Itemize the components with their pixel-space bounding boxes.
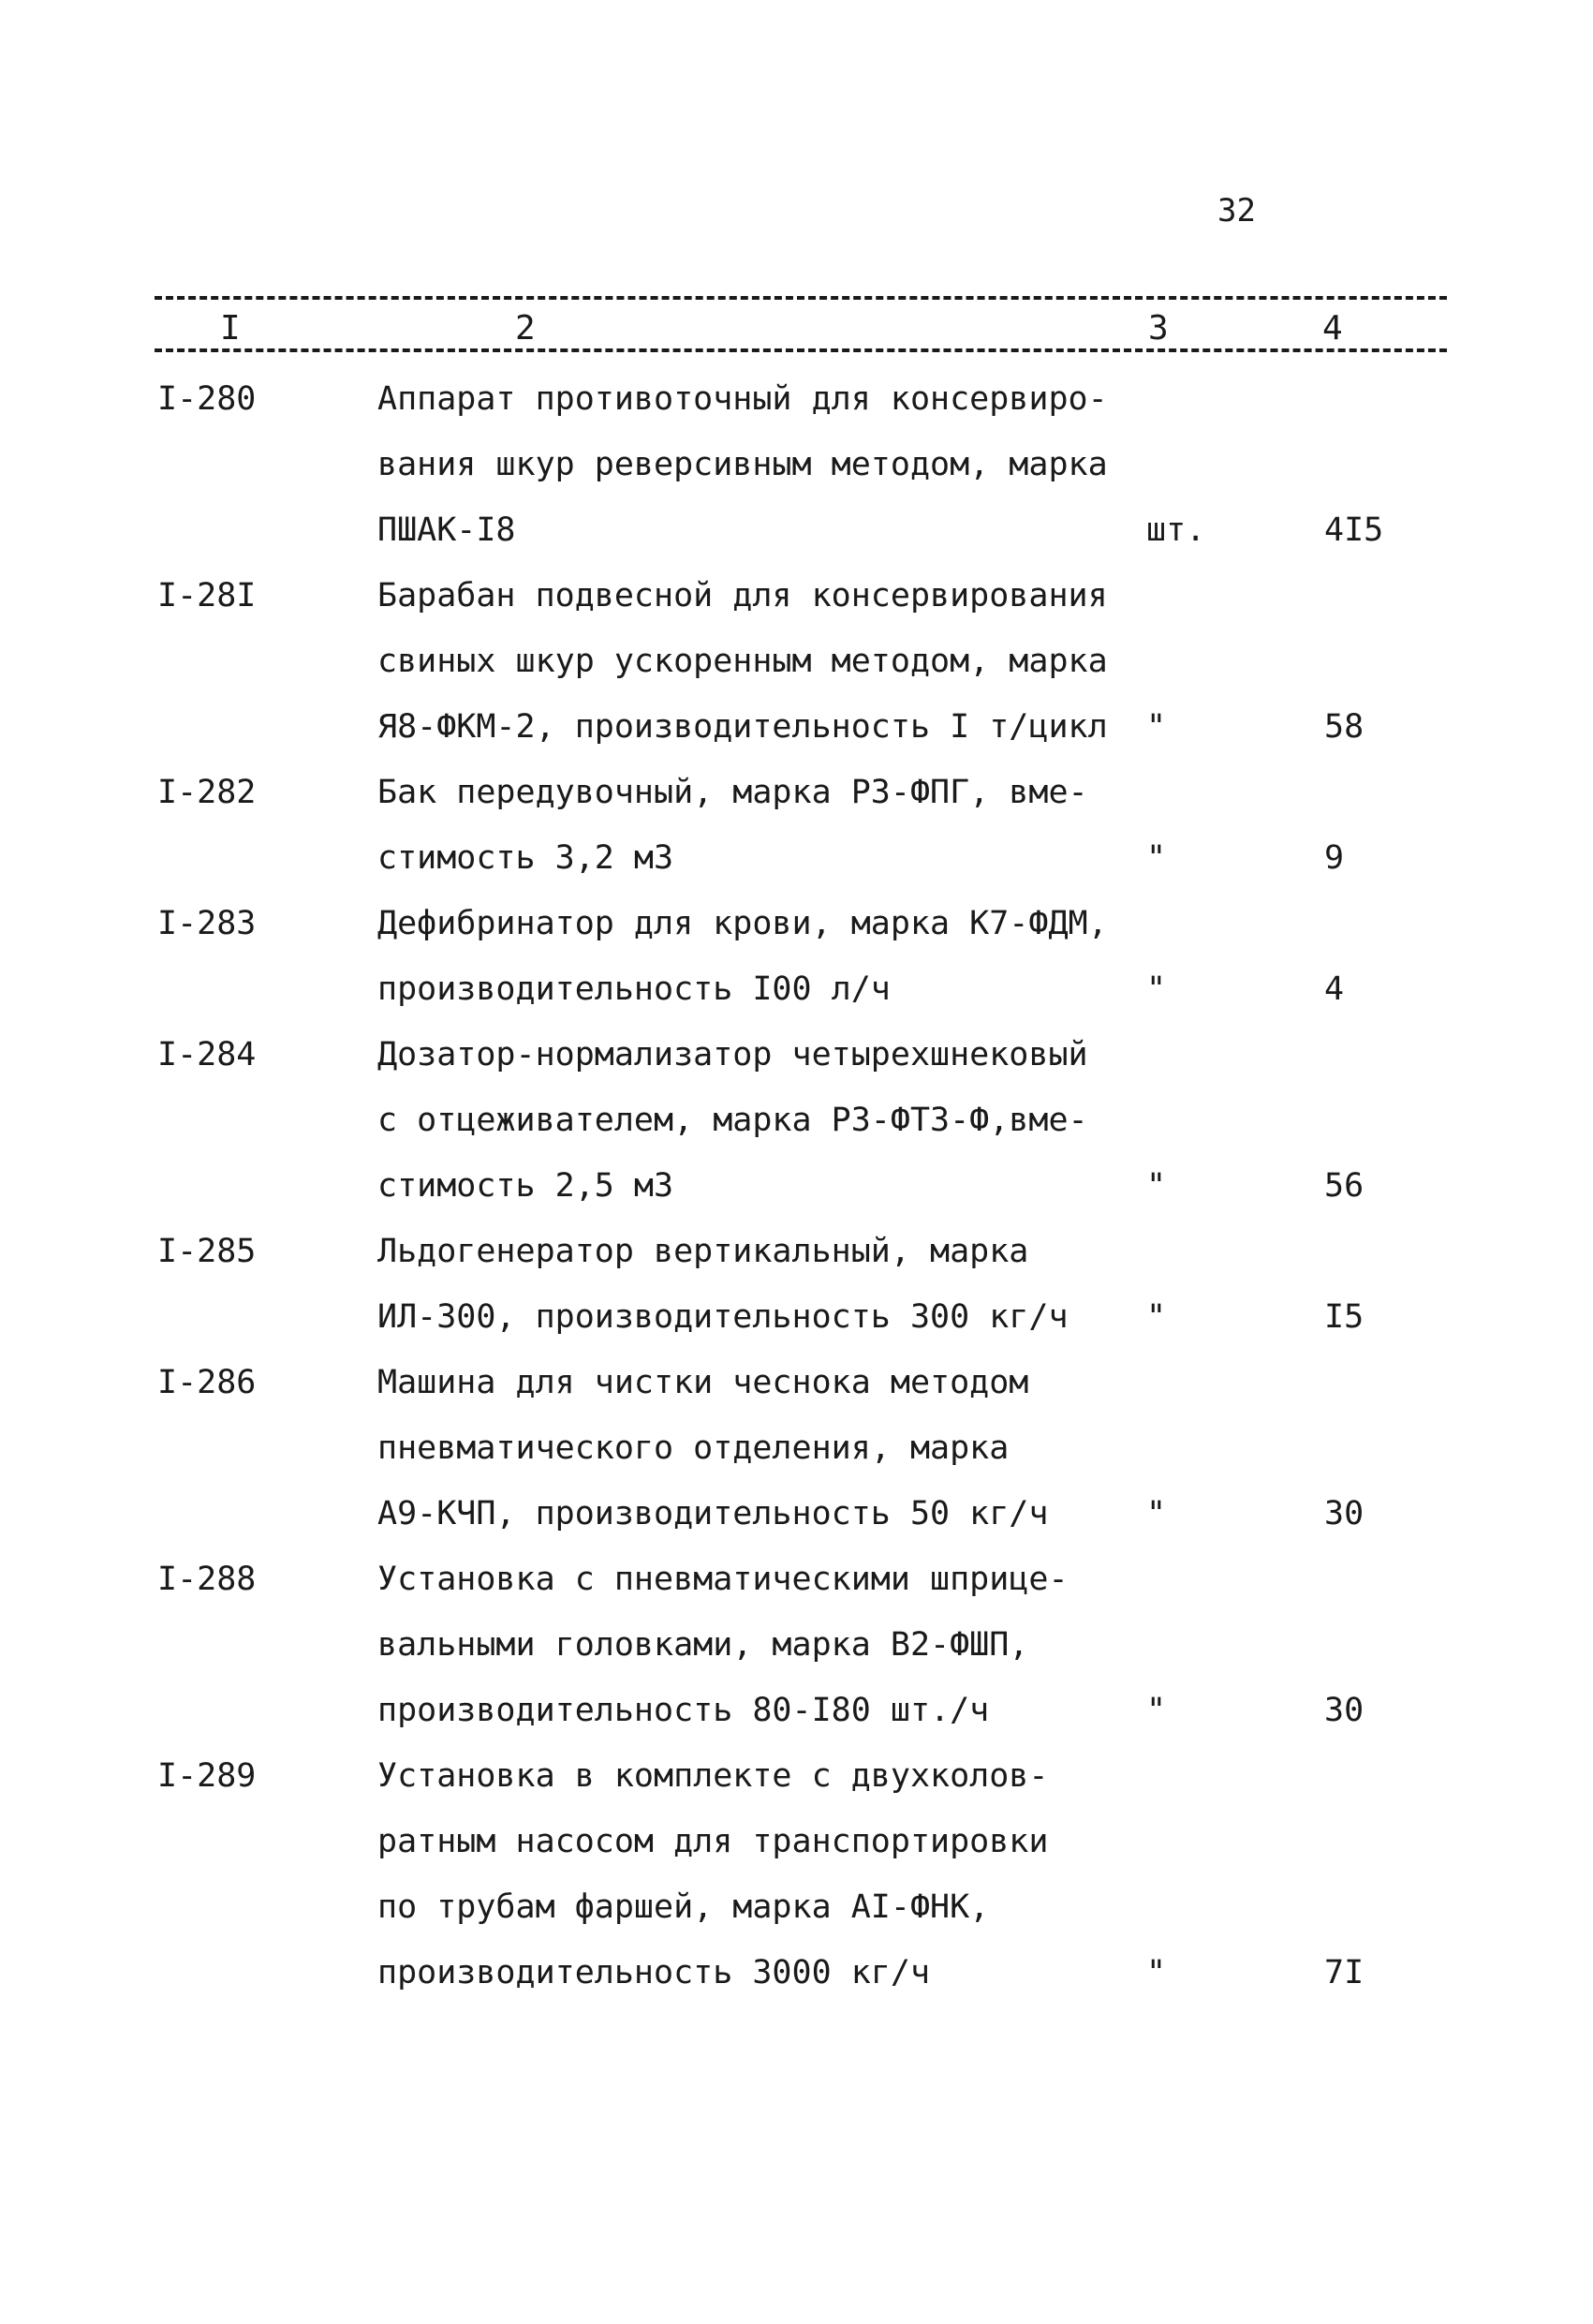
table-header-top-rule (155, 296, 1447, 300)
item-description-line: Я8-ФКМ-2, производительность I т/цикл (377, 708, 1108, 746)
item-quantity: I5 (1324, 1298, 1364, 1336)
table-row (0, 897, 1593, 1029)
col-header-4: 4 (1322, 309, 1343, 348)
item-quantity: 9 (1324, 839, 1345, 877)
item-description-line: Аппарат противоточный для консервиро- (377, 380, 1108, 418)
item-description-line: производительность I00 л/ч (377, 970, 891, 1008)
item-description-line: ПШАК-I8 (377, 511, 516, 549)
item-description-line: стимость 3,2 м3 (377, 839, 674, 877)
item-description-line: стимость 2,5 м3 (377, 1167, 674, 1205)
item-unit: " (1146, 1954, 1167, 1991)
item-description-line: ИЛ-300, производительность 300 кг/ч (377, 1298, 1069, 1336)
item-unit: " (1146, 1495, 1167, 1532)
item-quantity: 4I5 (1324, 511, 1384, 549)
table-row (0, 570, 1593, 766)
equipment-table-body (0, 373, 1593, 2012)
table-row (0, 766, 1593, 897)
table-row (0, 1750, 1593, 2012)
item-unit: " (1146, 1692, 1167, 1729)
item-description-line: Установка в комплекте с двухколов- (377, 1757, 1049, 1795)
table-row (0, 1225, 1593, 1356)
item-quantity: 58 (1324, 708, 1364, 746)
item-quantity: 4 (1324, 970, 1345, 1008)
table-row (0, 373, 1593, 570)
item-description-line: Установка с пневматическими шприце- (377, 1561, 1069, 1598)
col-header-1: I (220, 309, 241, 348)
item-quantity: 30 (1324, 1495, 1364, 1532)
item-description-line: Льдогенератор вертикальный, марка (377, 1233, 1029, 1270)
item-code: I-28I (157, 577, 257, 614)
page-number: 32 (1217, 192, 1256, 229)
item-description-line: вания шкур реверсивным методом, марка (377, 446, 1108, 483)
table-header-bottom-rule (155, 348, 1447, 352)
item-code: I-288 (157, 1561, 257, 1598)
item-code: I-284 (157, 1036, 257, 1073)
item-unit: " (1146, 1298, 1167, 1336)
item-quantity: 7I (1324, 1954, 1364, 1991)
item-description-line: Бак передувочный, марка Р3-ФПГ, вме- (377, 774, 1088, 811)
item-description-line: А9-КЧП, производительность 50 кг/ч (377, 1495, 1049, 1532)
item-description-line: Дозатор-нормализатор четырехшнековый (377, 1036, 1088, 1073)
item-description-line: пневматического отделения, марка (377, 1429, 1010, 1467)
item-description-line: с отцеживателем, марка Р3-ФТЗ-Ф,вме- (377, 1102, 1088, 1139)
item-code: I-282 (157, 774, 257, 811)
table-row (0, 1029, 1593, 1225)
col-header-3: 3 (1148, 309, 1169, 348)
item-description-line: производительность 3000 кг/ч (377, 1954, 931, 1991)
item-quantity: 30 (1324, 1692, 1364, 1729)
item-description-line: Машина для чистки чеснока методом (377, 1364, 1029, 1401)
item-description-line: Дефибринатор для крови, марка К7-ФДМ, (377, 905, 1108, 942)
item-description-line: вальными головками, марка В2-ФШП, (377, 1626, 1029, 1664)
item-code: I-280 (157, 380, 257, 418)
table-row (0, 1356, 1593, 1553)
item-description-line: Барабан подвесной для консервирования (377, 577, 1108, 614)
item-unit: " (1146, 839, 1167, 877)
item-description-line: производительность 80-I80 шт./ч (377, 1692, 990, 1729)
item-unit: " (1146, 1167, 1167, 1205)
table-row (0, 1553, 1593, 1750)
item-unit: шт. (1146, 511, 1206, 549)
item-quantity: 56 (1324, 1167, 1364, 1205)
item-code: I-286 (157, 1364, 257, 1401)
item-unit: " (1146, 708, 1167, 746)
item-code: I-285 (157, 1233, 257, 1270)
item-description-line: по трубам фаршей, марка АI-ФНК, (377, 1888, 990, 1926)
item-code: I-289 (157, 1757, 257, 1795)
item-unit: " (1146, 970, 1167, 1008)
item-code: I-283 (157, 905, 257, 942)
col-header-2: 2 (515, 309, 536, 348)
item-description-line: свиных шкур ускоренным методом, марка (377, 643, 1108, 680)
item-description-line: ратным насосом для транспортировки (377, 1823, 1049, 1860)
